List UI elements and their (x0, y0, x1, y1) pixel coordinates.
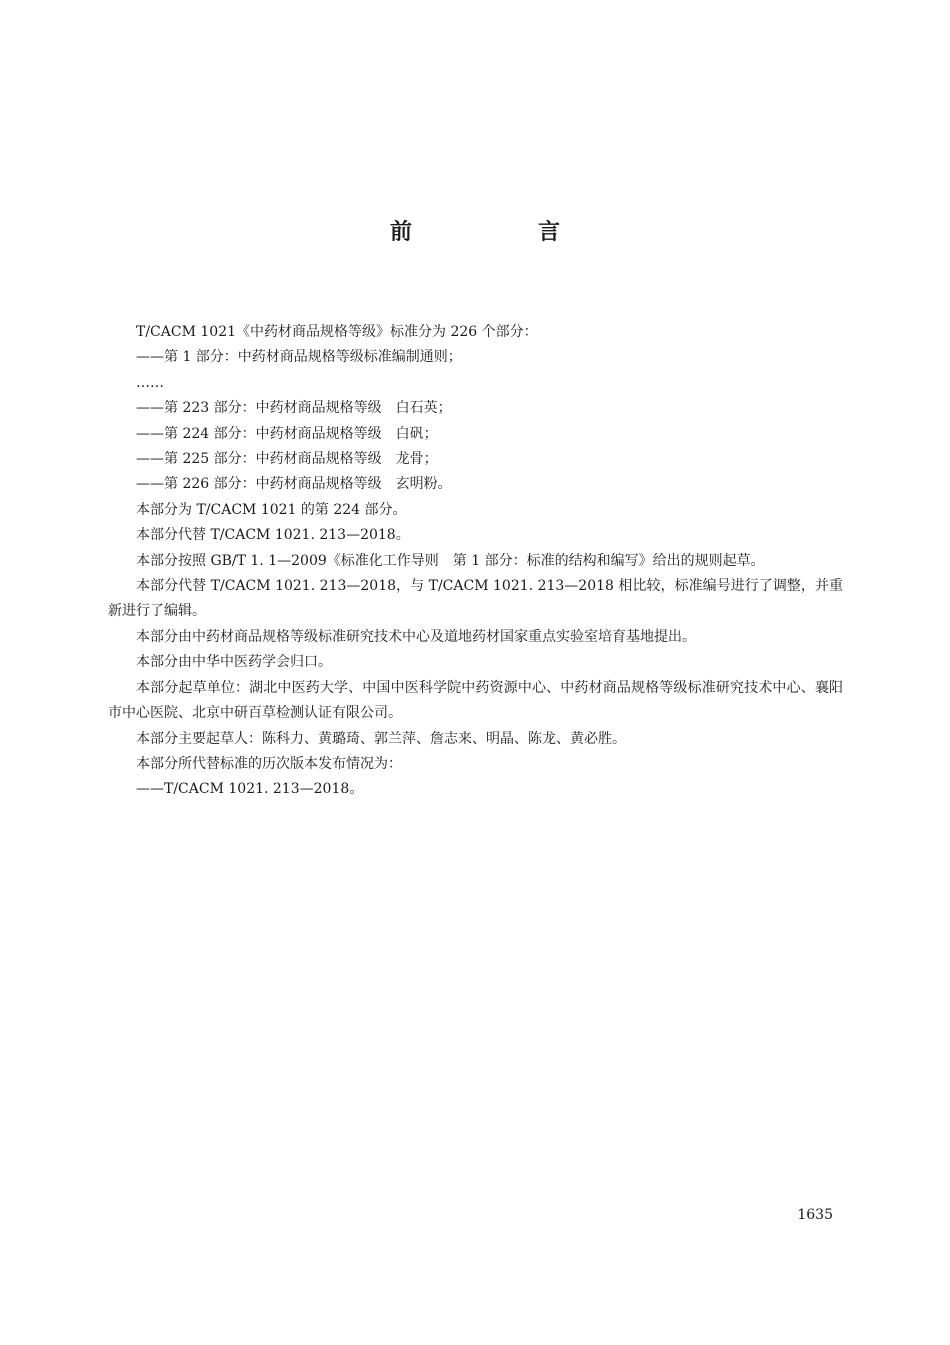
list-item-part-225: ——第 225 部分：中药材商品规格等级 龙骨； (136, 451, 438, 468)
paragraph-parts-overview: T/CACM 1021《中药材商品规格等级》标准分为 226 个部分： (136, 324, 538, 340)
page-number: 1635 (797, 1207, 833, 1223)
list-ellipsis: …… (136, 374, 164, 391)
page-title: 前 言 (389, 220, 612, 245)
list-item-part-224: ——第 224 部分：中药材商品规格等级 白矾； (136, 425, 438, 442)
list-item-part-223: ——第 223 部分：中药材商品规格等级 白石英； (136, 400, 452, 417)
paragraph-drafters: 本部分主要起草人：陈科力、黄璐琦、郭兰萍、詹志来、明晶、陈龙、黄必胜。 (136, 730, 626, 747)
paragraph-this-part: 本部分为 T/CACM 1021 的第 224 部分。 (136, 501, 407, 518)
paragraph-administered-by: 本部分由中华中医药学会归口。 (136, 654, 332, 671)
paragraph-proposed-by: 本部分由中药材商品规格等级标准研究技术中心及道地药材国家重点实验室培育基地提出。 (136, 628, 696, 645)
list-item-part-226: ——第 226 部分：中药材商品规格等级 玄明粉。 (136, 476, 452, 493)
paragraph-version-history: 本部分所代替标准的历次版本发布情况为： (136, 755, 402, 772)
foreword-body (108, 320, 843, 803)
paragraph-changes: 本部分代替 T/CACM 1021. 213—2018，与 T/CACM 1021. 213—2018 相比较，标准编号进行了调整，并重新进行了编辑。 (108, 578, 843, 620)
list-item-previous-version: ——T/CACM 1021. 213—2018。 (136, 781, 364, 798)
paragraph-replaces: 本部分代替 T/CACM 1021. 213—2018。 (136, 527, 410, 544)
paragraph-drafting-rules: 本部分按照 GB/T 1. 1—2009《标准化工作导则 第 1 部分：标准的结构和编写》给出的规则起草。 (136, 552, 765, 569)
paragraph-drafting-units: 本部分起草单位：湖北中医药大学、中国中医科学院中药资源中心、中药材商品规格等级标准研究技术中心、襄阳市中心医院、北京中研百草检测认证有限公司。 (108, 679, 843, 722)
list-item-part-1: ——第 1 部分：中药材商品规格等级标准编制通则； (136, 349, 462, 366)
